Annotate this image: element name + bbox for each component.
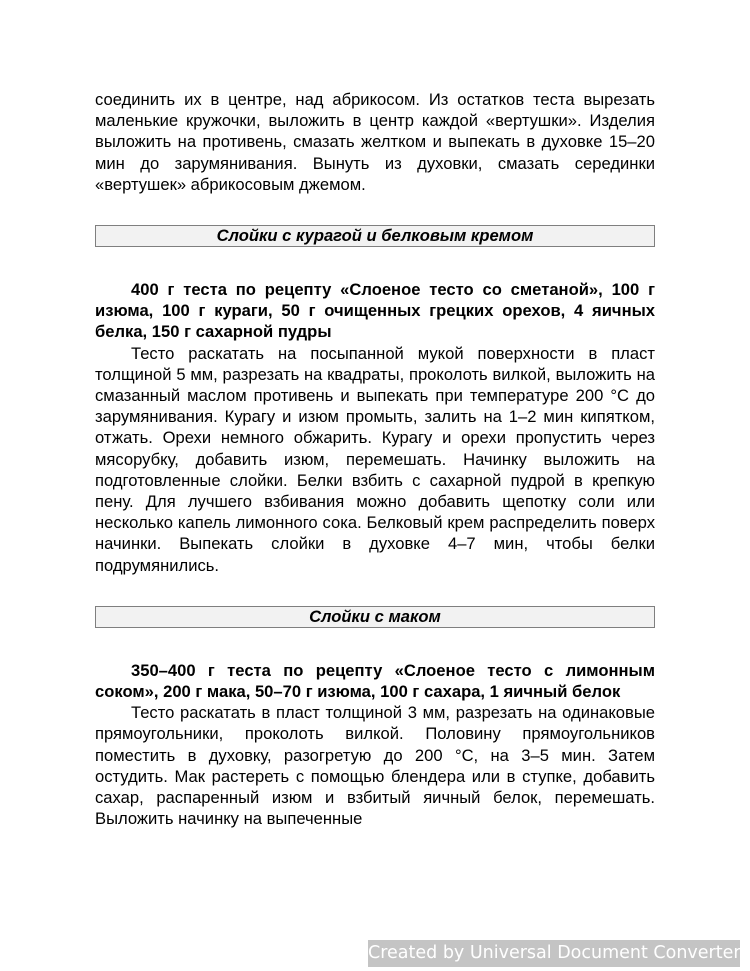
- converter-watermark: Created by Universal Document Converter: [368, 940, 740, 967]
- recipe-method: Тесто раскатать в пласт толщиной 3 мм, разрезать на одинаковые прямоугольники, проколоть вилкой. Половину прямоугольников поместить в духовку, разогретую до 200 °С, на 3–5 мин. Затем остудить. Мак растереть с помощью блендера или в ступке, добавить сахар, распаренный изюм и взбитый яичный белок, перемешать. Выложить начинку на выпеченные: [95, 703, 655, 829]
- recipe-ingredients: 350–400 г теста по рецепту «Слоеное тесто с лимонным соком», 200 г мака, 50–70 г изюма, 100 г сахара, 1 яичный белок: [95, 660, 655, 702]
- recipe-title: Слойки с курагой и белковым кремом: [95, 225, 655, 247]
- intro-paragraph: соединить их в центре, над абрикосом. Из остатков теста вырезать маленькие кружочки, выложить в центр каждой «вертушки». Изделия выложить на противень, смазать желтком и выпекать в духовке 15–20 мин до зарумянивания. Вынуть из духовки, смазать серединки «вертушек» абрикосовым джемом.: [95, 90, 655, 194]
- recipe-title: Слойки с маком: [95, 606, 655, 628]
- recipe-method: Тесто раскатать на посыпанной мукой поверхности в пласт толщиной 5 мм, разрезать на квадраты, проколоть вилкой, выложить на смазанный маслом противень и выпекать при температуре 200 °С до зарумянивания. Курагу и изюм промыть, залить на 1–2 мин кипятком, отжать. Орехи немного обжарить. Курагу и орехи пропустить через мясорубку, добавить изюм, перемешать. Начинку выложить на подготовленные слойки. Белки взбить с сахарной пудрой в крепкую пену. Для лучшего взбивания можно добавить щепотку соли или несколько капель лимонного сока. Белковый крем распределить поверх начинки. Выпекать слойки в духовке 4–7 мин, чтобы белки подрумянились.: [95, 343, 655, 575]
- document-page: [95, 89, 655, 829]
- recipe-ingredients: 400 г теста по рецепту «Слоеное тесто со сметаной», 100 г изюма, 100 г кураги, 50 г очищенных грецких орехов, 4 яичных белка, 150 г сахарной пудры: [95, 280, 655, 342]
